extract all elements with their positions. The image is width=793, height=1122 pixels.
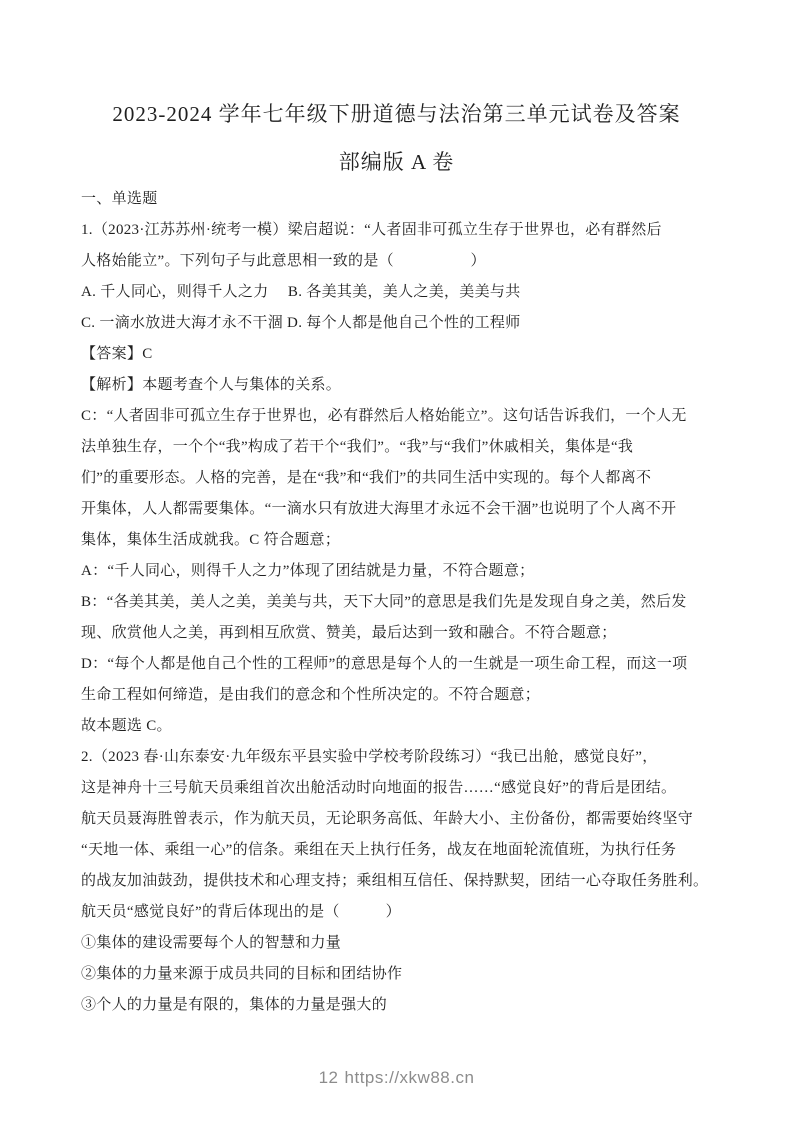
document-subtitle: 部编版 A 卷 xyxy=(338,150,455,174)
question-1-options-cd: C. 一滴水放进大海才永不干涸 D. 每个人都是他自己个性的工程师 xyxy=(81,315,521,331)
document-title: 2023-2024 学年七年级下册道德与法治第三单元试卷及答案 xyxy=(112,102,681,126)
question-2-stem-line: 航天员“感觉良好”的背后体现出的是（ ） xyxy=(81,904,401,920)
analysis-line: C：“人者固非可孤立生存于世界也，必有群然后人格始能立”。这句话告诉我们，一个人无 xyxy=(81,408,687,424)
question-2-stem-line: 2.（2023 春·山东泰安·九年级东平县实验中学校考阶段练习）“我已出舱，感觉良好”， xyxy=(81,749,658,765)
analysis-line: 集体，集体生活成就我。C 符合题意； xyxy=(81,532,341,548)
question-2-stem-line: 的战友加油鼓劲，提供技术和心理支持；乘组相互信任、保持默契，团结一心夺取任务胜利。 xyxy=(81,873,709,889)
question-1-stem-line: 人格始能立”。下列句子与此意思相一致的是（ ） xyxy=(81,253,486,269)
analysis-conclusion-line: 故本题选 C。 xyxy=(81,718,172,734)
analysis-line: 开集体，人人都需要集体。“一滴水只有放进大海里才永远不会干涸”也说明了个人离不开 xyxy=(81,501,677,517)
page-number: 12 xyxy=(318,1068,339,1087)
footer-url: https://xkw88.cn xyxy=(344,1068,475,1087)
question-2-stem-line: 航天员聂海胜曾表示，作为航天员，无论职务高低、年龄大小、主份备份，都需要始终坚守 xyxy=(81,811,694,827)
page-footer xyxy=(0,1068,793,1088)
question-2-statement-1: ①集体的建设需要每个人的智慧和力量 xyxy=(81,935,342,951)
analysis-line: 们”的重要形态。人格的完善，是在“我”和“我们”的共同生活中实现的。每个人都离不 xyxy=(81,470,652,486)
answer-line: 【答案】C xyxy=(81,346,153,362)
analysis-line: 生命工程如何缔造，是由我们的意念和个性所决定的。不符合题意； xyxy=(81,687,541,703)
analysis-line: D：“每个人都是他自己个性的工程师”的意思是每个人的一生就是一项生命工程，而这一项 xyxy=(81,656,688,672)
analysis-line: A：“千人同心，则得千人之力”体现了团结就是力量，不符合题意； xyxy=(81,563,535,579)
question-2-stem-line: “天地一体、乘组一心”的信条。乘组在天上执行任务，战友在地面轮流值班，为执行任务 xyxy=(81,842,677,858)
analysis-line: 现、欣赏他人之美，再到相互欣赏、赞美，最后达到一致和融合。不符合题意； xyxy=(81,625,617,641)
question-2-stem-line: 这是神舟十三号航天员乘组首次出舱活动时向地面的报告……“感觉良好”的背后是团结。 xyxy=(81,780,677,796)
question-2-statement-3: ③个人的力量是有限的，集体的力量是强大的 xyxy=(81,997,388,1013)
question-1-options-ab: A. 千人同心，则得千人之力 B. 各美其美，美人之美，美美与共 xyxy=(81,284,521,300)
analysis-heading-line: 【解析】本题考查个人与集体的关系。 xyxy=(81,377,342,393)
document-body xyxy=(81,184,712,1021)
question-2-statement-2: ②集体的力量来源于成员共同的目标和团结协作 xyxy=(81,966,403,982)
analysis-line: 法单独生存，一个个“我”构成了若干个“我们”。“我”与“我们”休戚相关，集体是“我 xyxy=(81,439,634,455)
section-heading: 一、单选题 xyxy=(81,191,158,207)
analysis-line: B：“各美其美，美人之美，美美与共，天下大同”的意思是我们先是发现自身之美，然后发 xyxy=(81,594,687,610)
question-1-stem-line: 1.（2023·江苏苏州·统考一模）梁启超说：“人者固非可孤立生存于世界也，必有群然后 xyxy=(81,222,662,238)
